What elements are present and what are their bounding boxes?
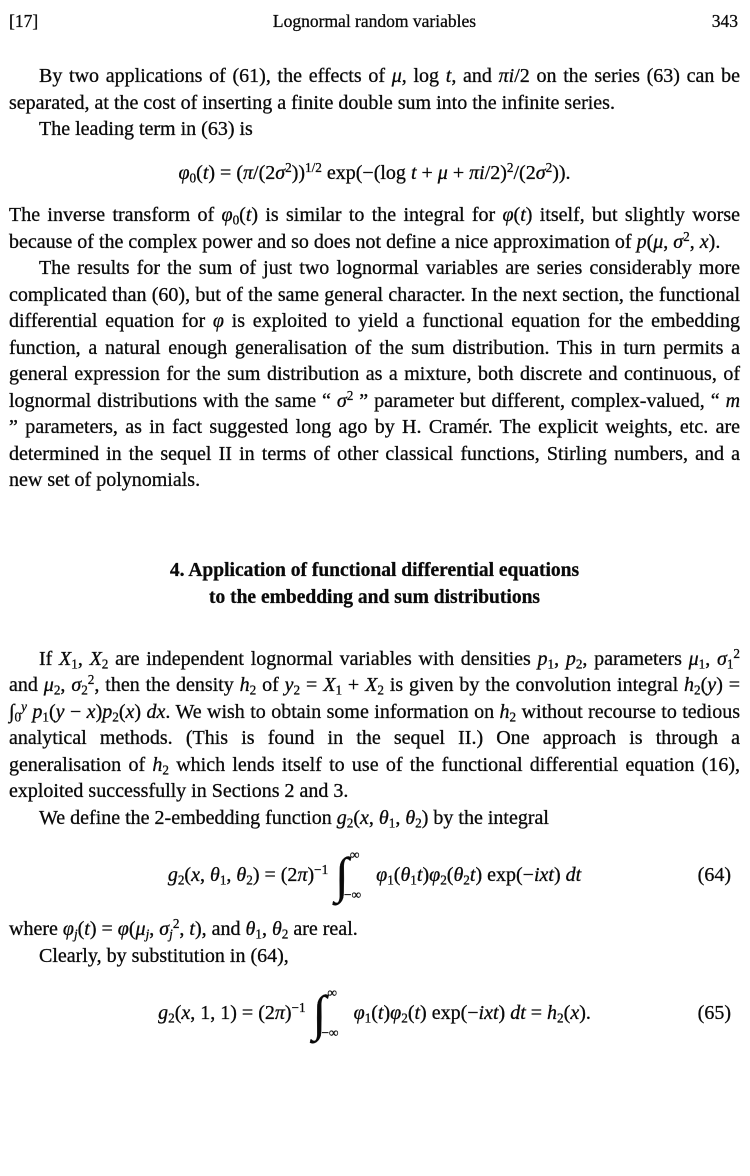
section-heading bbox=[9, 557, 740, 611]
integral-limits bbox=[343, 846, 367, 904]
integral-limits bbox=[321, 984, 344, 1042]
page-number: 343 bbox=[711, 11, 738, 31]
equation-65-body bbox=[158, 984, 591, 1042]
equation-65 bbox=[9, 982, 740, 1044]
equation-64-body bbox=[168, 846, 581, 904]
paragraph-two-applications: By two applications of (61), the effects of μ, log t, and πi/2 on the series (63) can be separated, at the cost of inserting a finite double sum into the infinite series. bbox=[9, 65, 740, 114]
equation-phi0: $\varphi_0(t) = (\pi/(2\sigma^2))^{1/2}$ exp(−(log $t + \mu + \pi i/2)^2/(2\sigma^2)$). bbox=[178, 159, 571, 185]
paragraph-sum-results: The results for the sum of just two lognormal variables are series considerably more complicated than (60), but of the same general character. In the next section, the functional differential equation for φ is exploited to yield a functional equation for the embedding function, a natural enough generalisation of the sum distribution. This in turn permits a general expression for the sum distribution as a mixture, both discrete and continuous, of lognormal distributions with the same “ $\sigma^2$ ” parameter but different, complex-valued, “ m ” parameters, as in fact suggested long ago by H. Cramér. The explicit weights, etc. are determined in the sequel II in terms of other classical functions, Stirling numbers, and a new set of polynomials. bbox=[9, 257, 741, 491]
integral-symbol: ∫ bbox=[335, 847, 349, 903]
paragraph-define-embedding: We define the 2-embedding function $g_2(x$, $\theta_1$, $\theta_2$) by the integral bbox=[39, 806, 549, 830]
equation-64 bbox=[9, 844, 740, 906]
integral-upper-limit: ∞ bbox=[349, 847, 360, 862]
running-title: Lognormal random variables bbox=[272, 11, 477, 31]
equation-number-64: (64) bbox=[697, 863, 731, 886]
equation-64-lhs: $g_2(x$, $\theta_1$, $\theta_2) = (2\pi)^{-1}$ bbox=[167, 861, 329, 888]
paragraph-where-phi-j: where $\varphi_j(t) = \varphi(\mu_j$, $\sigma_j^2$, t), and $\theta_1$, $\theta_2$ are real. bbox=[9, 915, 358, 942]
integral-lower-limit: −∞ bbox=[321, 1024, 339, 1040]
section-heading-line2: to the embedding and sum distributions bbox=[208, 586, 541, 608]
equation-number-65: (65) bbox=[697, 1001, 731, 1024]
integral-lower-limit: −∞ bbox=[343, 886, 362, 902]
paragraph-inverse-transform: The inverse transform of $\varphi_0(t)$ is similar to the integral for φ(t) itself, but slightly worse because of the complex power and so does not define a nice approximation of p(μ, $\sigma^2$, x). bbox=[9, 204, 740, 253]
page-header bbox=[9, 10, 740, 32]
equation-65-lhs: $g_2(x$, 1, $1) = (2\pi)^{-1}$ bbox=[158, 999, 306, 1026]
citation-number: [17] bbox=[9, 11, 39, 31]
paragraph-independent-variables: If $X_1$, $X_2$ are independent lognormal variables with densities $p_1$, $p_2$, parameters $\mu_1$, $\sigma_1^2$ and $\mu_2$, $\sigma_2^2$, then the density $h_2$ of $y_2 = X_1 + X_2$ is given by the convolution integral $h_2(y) = \int_0^y$ $p_1(y - x)p_2(x)$ dx. We wish to obtain some information on $h_2$ without recourse to tedious analytical methods. (This is found in the sequel II.) One approach is through a generalisation of $h_2$ which lends itself to use of the functional differential equation (16), exploited successfully in Sections 2 and 3. bbox=[9, 645, 741, 802]
paragraph-leading-term: The leading term in (63) is bbox=[39, 118, 253, 140]
integral-symbol: ∫ bbox=[312, 985, 327, 1041]
equation-64-rhs: $\varphi_1(\theta_1t)\varphi_2(\theta_2t)$ exp(−ixt) dt bbox=[376, 863, 582, 888]
integral-upper-limit: ∞ bbox=[327, 985, 337, 1000]
section-heading-line1: 4. Application of functional differential equations bbox=[169, 559, 580, 581]
paragraph-clearly-substitution: Clearly, by substitution in (64), bbox=[39, 944, 289, 967]
equation-65-rhs: $\varphi_1(t)\varphi_2(t)$ exp(−ixt) dt = $h_2(x)$. bbox=[353, 1001, 591, 1026]
